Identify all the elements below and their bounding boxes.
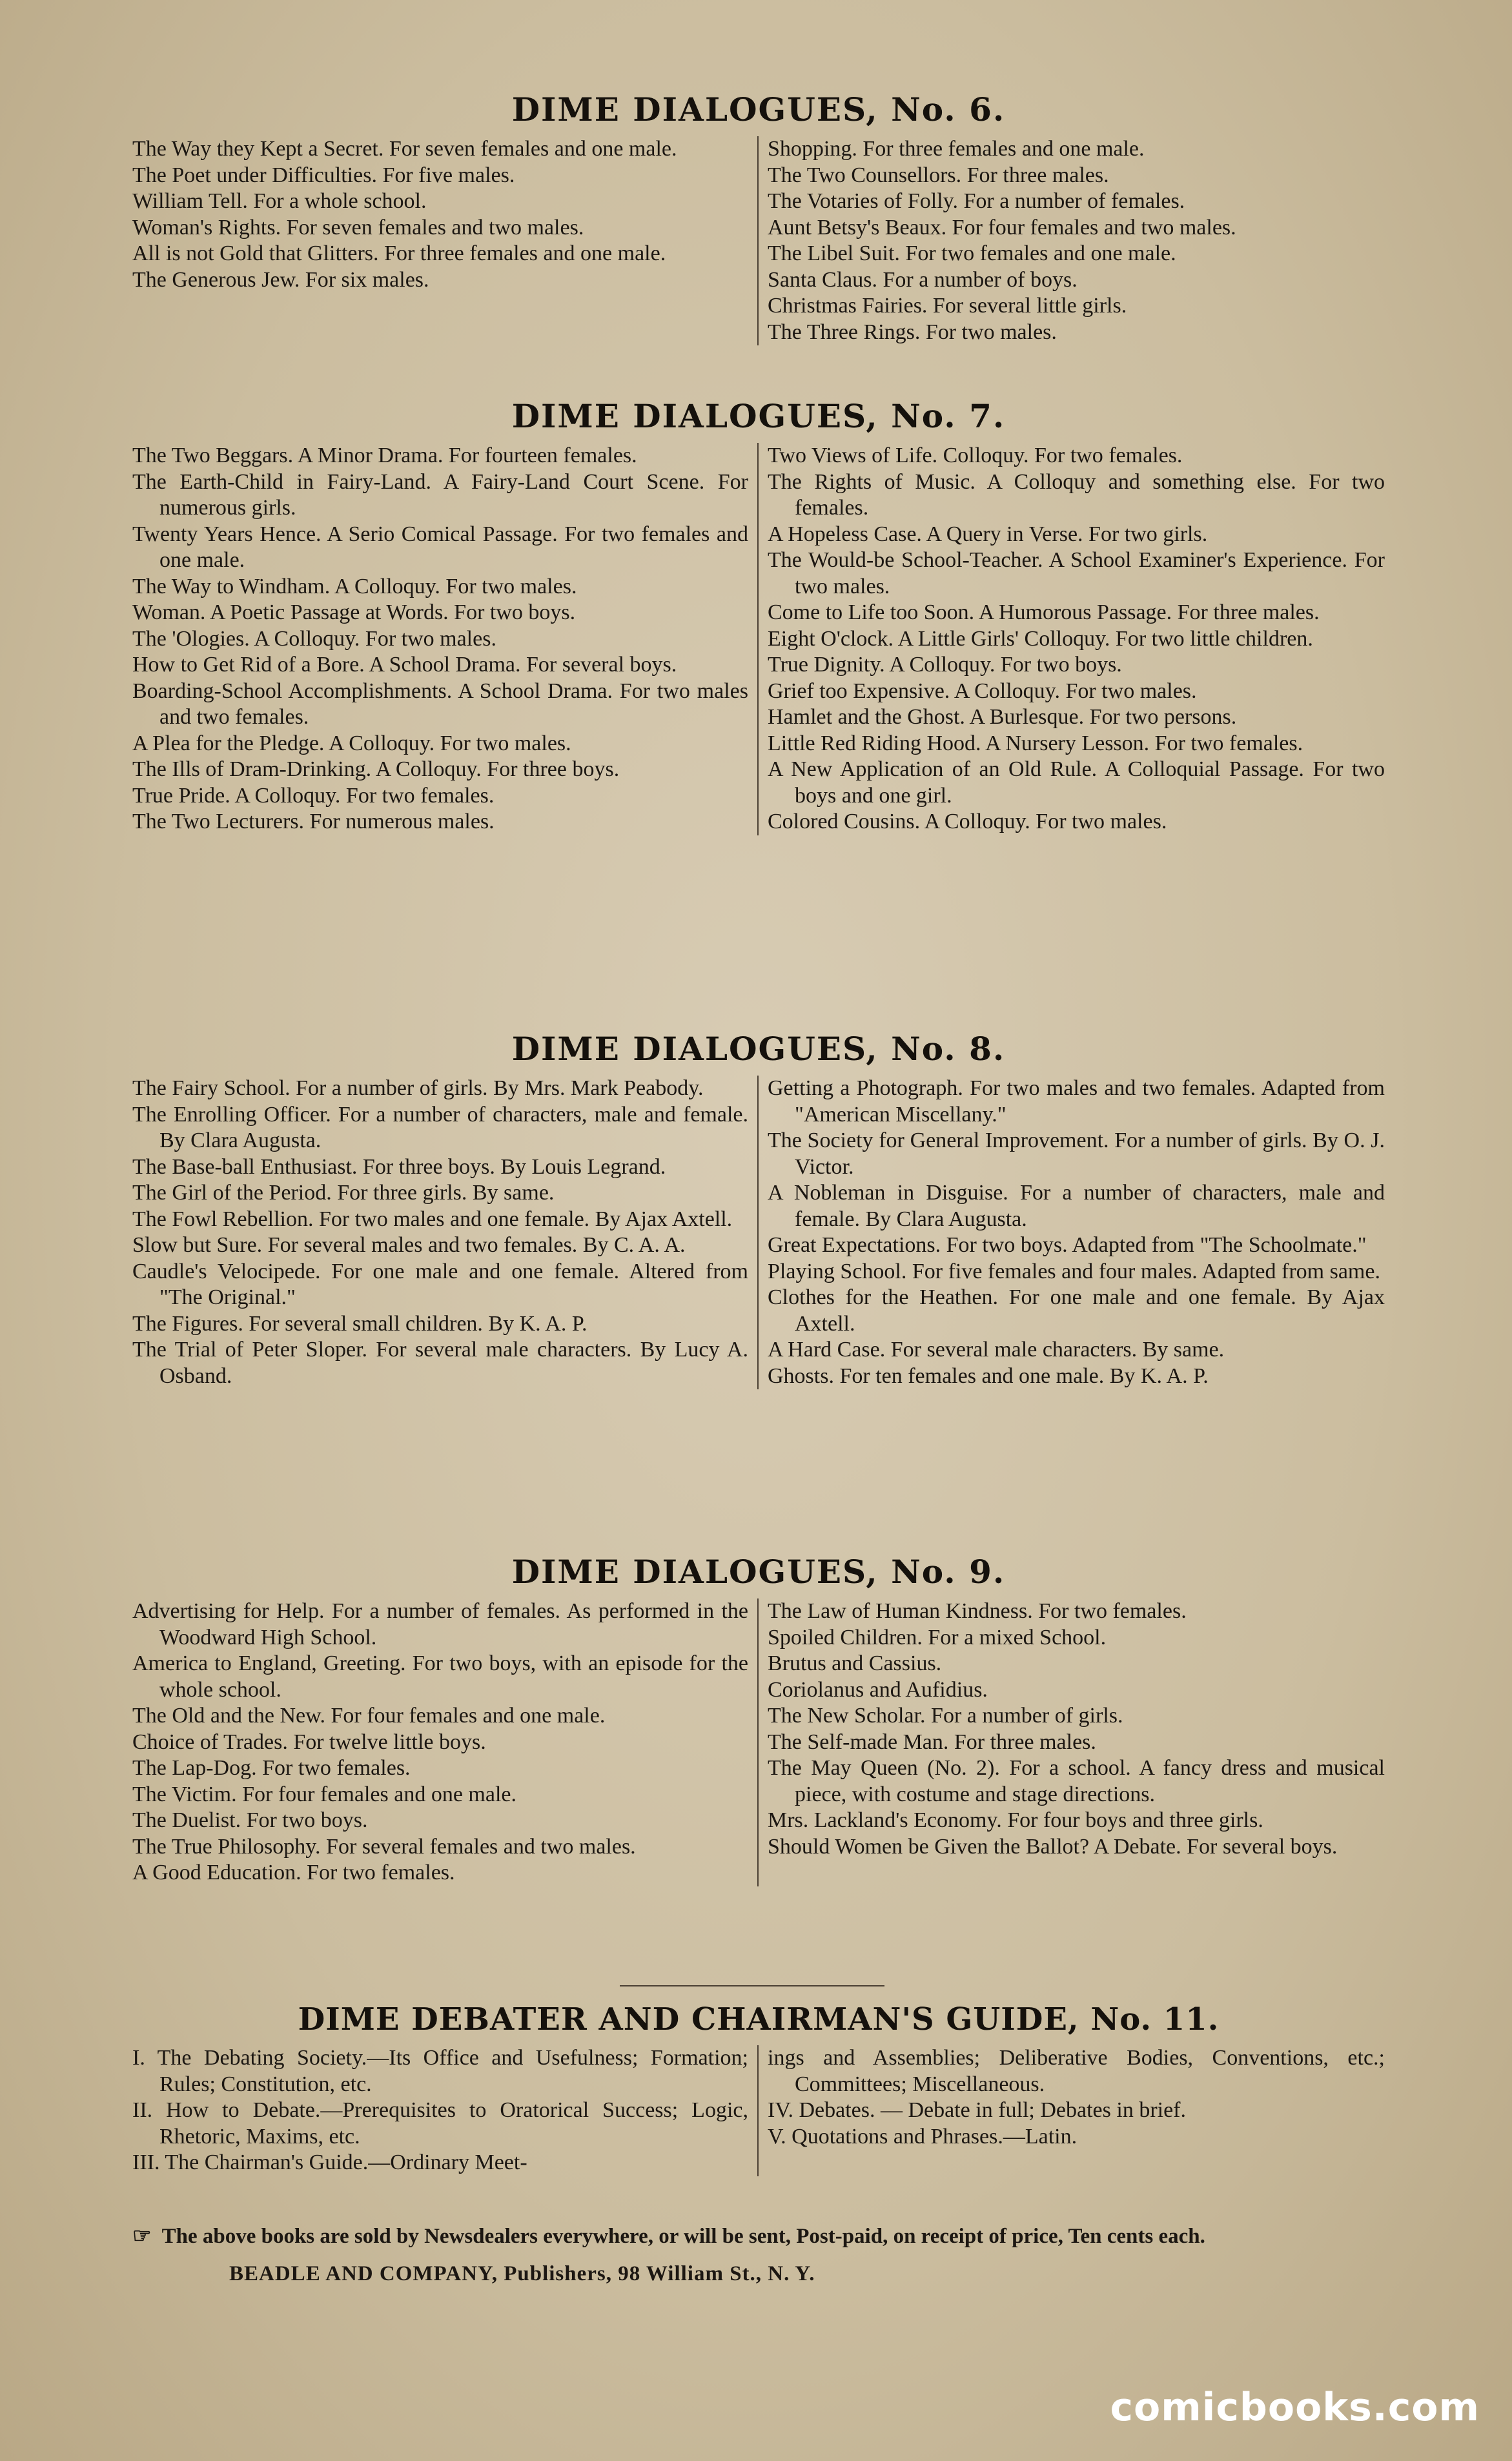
dialogue-entry: William Tell. For a whole school. xyxy=(132,189,427,213)
dialogue-entry: Spoiled Children. For a mixed School. xyxy=(768,1625,1107,1649)
footer-notice xyxy=(132,2218,1385,2293)
left-column xyxy=(132,2045,759,2176)
dime-debater-section xyxy=(132,2001,1385,2176)
dialogue-entry: The New Scholar. For a number of girls. xyxy=(768,1704,1123,1728)
section-title: DIME DIALOGUES, No. 7. xyxy=(511,397,1006,435)
dialogue-entry: The Would-be School-Teacher. A School Examiner's Experience. For two males. xyxy=(768,548,1385,598)
dialogue-entry: The Two Counsellors. For three males. xyxy=(768,163,1109,187)
dialogue-entry: A Good Education. For two females. xyxy=(132,1861,455,1884)
dialogue-entry: The Poet under Difficulties. For five males. xyxy=(132,163,515,187)
dialogue-entry: I. The Debating Society.—Its Office and Usefulness; Formation; Rules; Constitution, etc. xyxy=(132,2046,748,2096)
right-column xyxy=(759,1598,1385,1886)
dialogue-entry: The Victim. For four females and one male. xyxy=(132,1782,516,1806)
dialogue-entry: II. How to Debate.—Prerequisites to Oratorical Success; Logic, Rhetoric, Maxims, etc. xyxy=(132,2098,748,2149)
dialogue-entry: The Way to Windham. A Colloquy. For two males. xyxy=(132,574,577,598)
dialogue-entry: The Duelist. For two boys. xyxy=(132,1808,368,1832)
dialogue-entry: The Three Rings. For two males. xyxy=(768,320,1057,344)
dialogue-entry: III. The Chairman's Guide.—Ordinary Meet- xyxy=(132,2150,527,2174)
dialogue-entry: The Libel Suit. For two females and one male. xyxy=(768,241,1176,265)
dialogue-entry: Boarding-School Accomplishments. A School Drama. For two males and two females. xyxy=(132,679,748,729)
dialogue-entry: Great Expectations. For two boys. Adapted from "The Schoolmate." xyxy=(768,1233,1367,1257)
dialogue-entry: Advertising for Help. For a number of females. As performed in the Woodward High School. xyxy=(132,1599,748,1649)
dialogue-entry: The Generous Jew. For six males. xyxy=(132,267,429,292)
dialogue-entry: Coriolanus and Aufidius. xyxy=(768,1677,988,1702)
dialogue-entry: Shopping. For three females and one male. xyxy=(768,137,1145,161)
dialogue-entry: Caudle's Velocipede. For one male and one female. Altered from "The Original." xyxy=(132,1259,748,1309)
dialogue-entry: Woman's Rights. For seven females and two males. xyxy=(132,215,584,240)
section-title: DIME DIALOGUES, No. 6. xyxy=(511,90,1006,128)
right-column xyxy=(759,136,1385,345)
dialogue-entry: The 'Ologies. A Colloquy. For two males. xyxy=(132,626,496,651)
dialogue-entry: A New Application of an Old Rule. A Colloquial Passage. For two boys and one girl. xyxy=(768,757,1385,808)
publisher-imprint: BEADLE AND COMPANY, Publishers, 98 William St., N. Y. xyxy=(229,2262,815,2285)
dialogue-entry: Christmas Fairies. For several little girls. xyxy=(768,294,1127,318)
dialogue-entry: The Earth-Child in Fairy-Land. A Fairy-Land Court Scene. For numerous girls. xyxy=(132,469,748,520)
dime-dialogues-8-section xyxy=(132,1030,1385,1389)
dialogue-entry: Little Red Riding Hood. A Nursery Lesson. For two females. xyxy=(768,731,1303,755)
dialogue-entry: True Dignity. A Colloquy. For two boys. xyxy=(768,653,1122,677)
dialogue-entry: The Girl of the Period. For three girls. By same. xyxy=(132,1181,555,1205)
notice-text: The above books are sold by Newsdealers everywhere, or will be sent, Post-paid, on receipt of price, Ten cents each. xyxy=(161,2225,1205,2248)
dialogue-entry: The Rights of Music. A Colloquy and something else. For two females. xyxy=(768,469,1385,520)
dialogue-entry: A Nobleman in Disguise. For a number of characters, male and female. By Clara Augusta. xyxy=(768,1181,1385,1231)
dialogue-entry: Santa Claus. For a number of boys. xyxy=(768,267,1078,292)
dialogue-entry: The True Philosophy. For several females and two males. xyxy=(132,1834,636,1859)
dialogue-entry: Eight O'clock. A Little Girls' Colloquy. For two little children. xyxy=(768,626,1313,651)
right-column xyxy=(759,2045,1385,2176)
dialogue-entry: Clothes for the Heathen. For one male and one female. By Ajax Axtell. xyxy=(768,1285,1385,1336)
dialogue-entry: Hamlet and the Ghost. A Burlesque. For two persons. xyxy=(768,705,1237,729)
section-title: DIME DIALOGUES, No. 9. xyxy=(511,1553,1006,1591)
dialogue-entry: Choice of Trades. For twelve little boys. xyxy=(132,1730,486,1754)
dialogue-entry: Ghosts. For ten females and one male. By K. A. P. xyxy=(768,1363,1209,1388)
dialogue-entry: How to Get Rid of a Bore. A School Drama. For several boys. xyxy=(132,653,677,677)
dialogue-entry: Brutus and Cassius. xyxy=(768,1651,942,1675)
dialogue-entry: A Hard Case. For several male characters. By same. xyxy=(768,1338,1225,1362)
dialogue-entry: The Old and the New. For four females and one male. xyxy=(132,1704,606,1728)
dialogue-entry: Two Views of Life. Colloquy. For two females. xyxy=(768,444,1183,467)
dialogue-entry: The Trial of Peter Sloper. For several male characters. By Lucy A. Osband. xyxy=(132,1338,748,1388)
right-column xyxy=(759,443,1385,835)
dialogue-entry: V. Quotations and Phrases.—Latin. xyxy=(768,2124,1078,2149)
site-watermark: comicbooks.com xyxy=(1110,2385,1480,2430)
section-title: DIME DIALOGUES, No. 8. xyxy=(511,1030,1006,1068)
dialogue-entry: Colored Cousins. A Colloquy. For two males. xyxy=(768,810,1167,833)
dialogue-entry: ings and Assemblies; Deliberative Bodies, Conventions, etc.; Committees; Miscellaneous. xyxy=(768,2046,1385,2096)
dialogue-entry: Getting a Photograph. For two males and two females. Adapted from "American Miscellany." xyxy=(768,1076,1385,1127)
section-title: DIME DEBATER AND CHAIRMAN'S GUIDE, No. 11. xyxy=(298,2001,1220,2037)
dialogue-entry: Should Women be Given the Ballot? A Debate. For several boys. xyxy=(768,1834,1338,1859)
dialogue-entry: Woman. A Poetic Passage at Words. For two boys. xyxy=(132,600,576,624)
dialogue-entry: Slow but Sure. For several males and two females. By C. A. A. xyxy=(132,1233,686,1257)
dialogue-entry: Grief too Expensive. A Colloquy. For two males. xyxy=(768,679,1197,703)
dialogue-entry: A Plea for the Pledge. A Colloquy. For two males. xyxy=(132,731,571,755)
dialogue-entry: The Two Lecturers. For numerous males. xyxy=(132,810,495,833)
dialogue-entry: Aunt Betsy's Beaux. For four females and two males. xyxy=(768,215,1236,240)
dialogue-entry: The Two Beggars. A Minor Drama. For fourteen females. xyxy=(132,444,637,467)
dialogue-entry: The Fairy School. For a number of girls. By Mrs. Mark Peabody. xyxy=(132,1076,704,1100)
dialogue-entry: All is not Gold that Glitters. For three females and one male. xyxy=(132,241,666,265)
dialogue-entry: Mrs. Lackland's Economy. For four boys and three girls. xyxy=(768,1808,1263,1832)
dialogue-entry: IV. Debates. — Debate in full; Debates in brief. xyxy=(768,2098,1187,2122)
left-column xyxy=(132,1598,759,1886)
dialogue-entry: The Figures. For several small children. By K. A. P. xyxy=(132,1311,587,1336)
dialogue-entry: The Base-ball Enthusiast. For three boys. By Louis Legrand. xyxy=(132,1154,666,1179)
left-column xyxy=(132,136,759,345)
left-column xyxy=(132,1076,759,1389)
right-column xyxy=(759,1076,1385,1389)
dialogue-entry: The Society for General Improvement. For a number of girls. By O. J. Victor. xyxy=(768,1128,1385,1179)
dialogue-entry: America to England, Greeting. For two boys, with an episode for the whole school. xyxy=(132,1651,748,1702)
dialogue-entry: The Way they Kept a Secret. For seven females and one male. xyxy=(132,137,677,161)
dialogue-entry: The Ills of Dram-Drinking. A Colloquy. For three boys. xyxy=(132,757,620,781)
dialogue-entry: The Self-made Man. For three males. xyxy=(768,1730,1096,1754)
dialogue-entry: A Hopeless Case. A Query in Verse. For two girls. xyxy=(768,522,1208,546)
dime-dialogues-6-section xyxy=(132,90,1385,345)
dime-dialogues-7-section xyxy=(132,397,1385,835)
dialogue-entry: The Votaries of Folly. For a number of females. xyxy=(768,189,1185,213)
pointing-hand-icon: ☞ xyxy=(132,2225,152,2248)
dialogue-entry: The Fowl Rebellion. For two males and one female. By Ajax Axtell. xyxy=(132,1207,733,1231)
divider-rule xyxy=(620,1985,884,1986)
dialogue-entry: Come to Life too Soon. A Humorous Passage. For three males. xyxy=(768,600,1320,624)
dialogue-entry: The May Queen (No. 2). For a school. A fancy dress and musical piece, with costume and stage directions. xyxy=(768,1756,1385,1806)
dialogue-entry: The Lap-Dog. For two females. xyxy=(132,1756,411,1780)
dialogue-entry: Playing School. For five females and four males. Adapted from same. xyxy=(768,1259,1380,1283)
left-column xyxy=(132,443,759,835)
dialogue-entry: Twenty Years Hence. A Serio Comical Passage. For two females and one male. xyxy=(132,522,748,572)
dialogue-entry: True Pride. A Colloquy. For two females. xyxy=(132,783,495,808)
dime-dialogues-9-section xyxy=(132,1553,1385,1886)
dialogue-entry: The Enrolling Officer. For a number of characters, male and female. By Clara Augusta. xyxy=(132,1102,748,1152)
dialogue-entry: The Law of Human Kindness. For two females. xyxy=(768,1599,1187,1623)
